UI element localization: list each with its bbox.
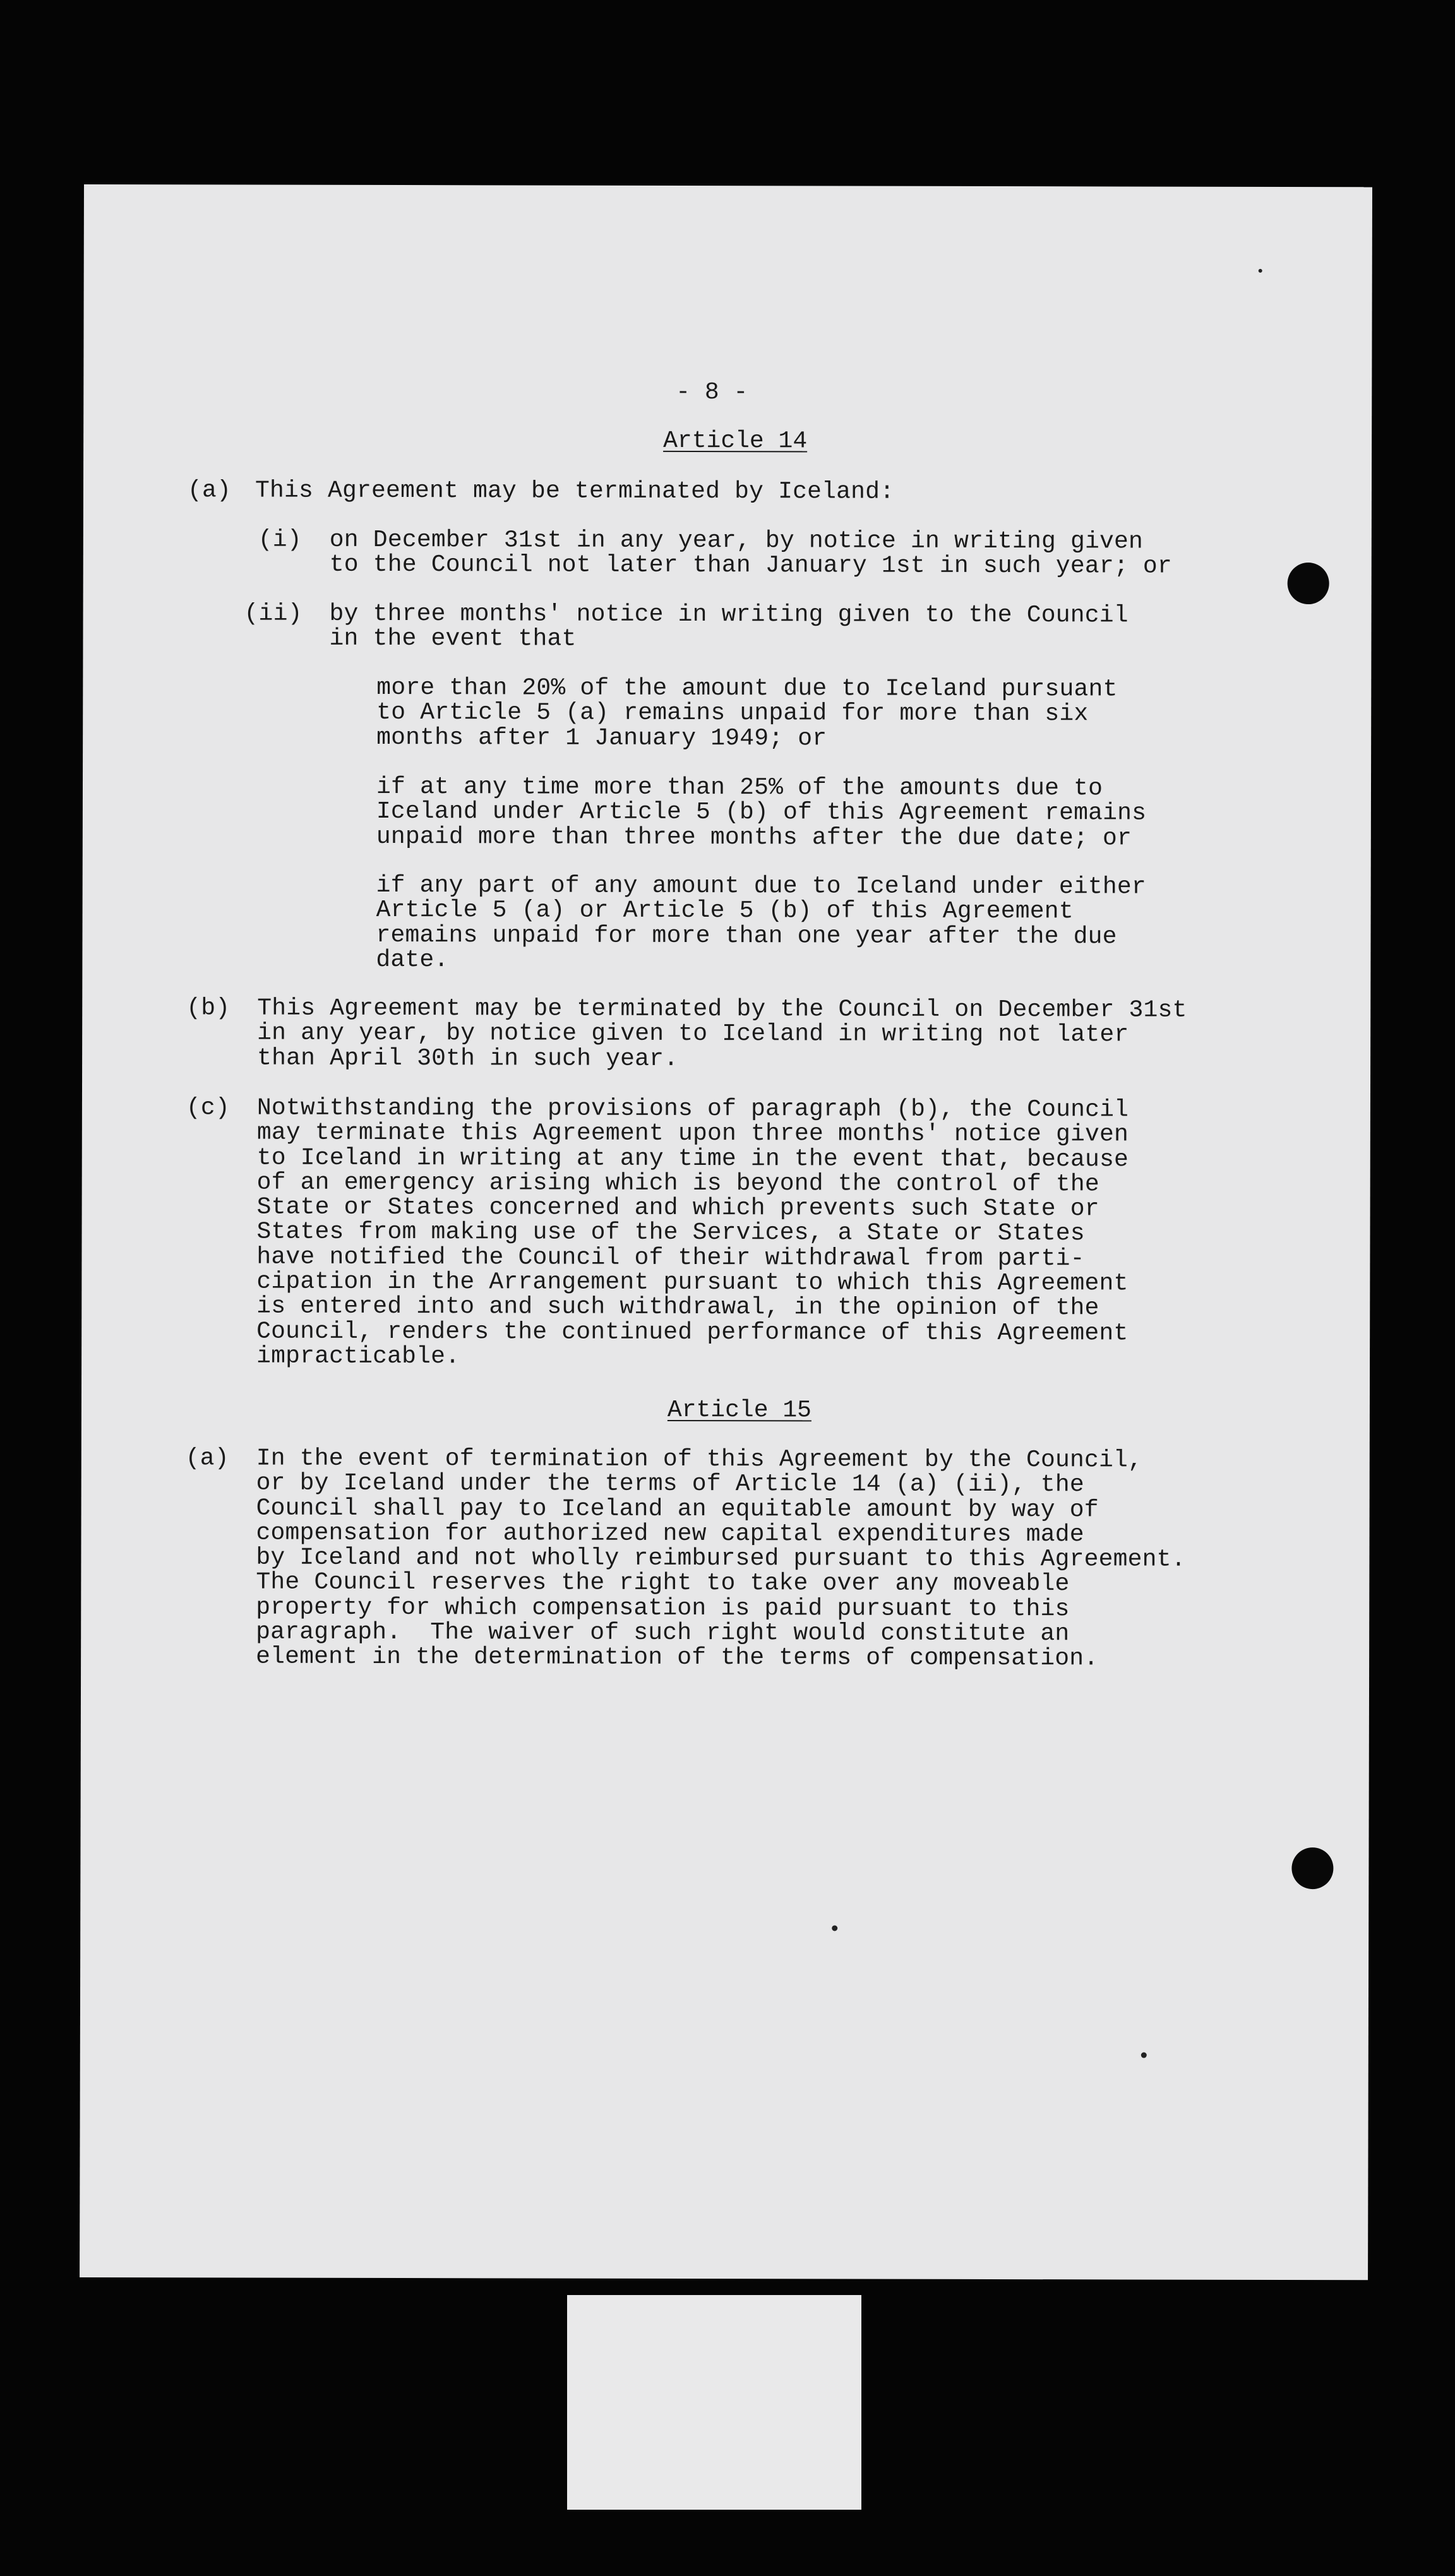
article-14-heading: Article 14 <box>663 427 808 455</box>
article-15-a-text: In the event of termination of this Agreement by the Council, or by Iceland under the terms of Article 14 (a) (ii), the Council shall pay to Iceland an equitable amount by way of compensation for authorized new capital expenditures made by Iceland and not wholly reimbursed pursuant to this Agreement. The Council reserves the right to take over any moveable property for which compensation is paid pursuant to this paragraph. The waiver of such right would constitute an element in the determination of the terms of compensation. <box>256 1445 1186 1673</box>
article-15-a-label: (a) <box>185 1445 229 1472</box>
article-14-b-label: (b) <box>186 994 231 1022</box>
article-14-ii-text: by three months' notice in writing given to the Council in the event that <box>329 600 1129 653</box>
punch-hole-bottom <box>1291 1847 1333 1889</box>
paper-slip <box>567 2295 861 2510</box>
speck <box>1259 269 1262 273</box>
article-14-a-label: (a) <box>187 477 232 504</box>
document-page <box>80 184 1372 2280</box>
article-14-i-text: on December 31st in any year, by notice in writing given to the Council not later than January 1st in such year; or <box>329 526 1172 580</box>
article-14-ii-label: (ii) <box>244 600 302 628</box>
article-14-a-text: This Agreement may be terminated by Iceland: <box>254 477 895 506</box>
article-14-ii-paragraph-1: more than 20% of the amount due to Iceland pursuant to Article 5 (a) remains unpaid for more than six months after 1 January 1949; or <box>376 674 1118 753</box>
article-14-ii-paragraph-2: if at any time more than 25% of the amounts due to Iceland under Article 5 (b) of this Agreement remains unpaid more than three months after the due date; or <box>376 773 1147 852</box>
page-number: - 8 - <box>676 378 748 407</box>
speck <box>832 1925 837 1931</box>
article-14-b-text: This Agreement may be terminated by the Council on December 31st in any year, by notice given to Iceland in writing not later than April 30th in such year. <box>257 994 1187 1073</box>
punch-hole-top <box>1288 563 1329 604</box>
speck <box>1141 2053 1147 2058</box>
article-14-c-label: (c) <box>186 1094 230 1122</box>
article-14-ii-paragraph-3: if any part of any amount due to Iceland under either Article 5 (a) or Article 5 (b) of this Agreement remains unpaid for more than one year after the due date. <box>376 871 1146 974</box>
article-15-heading: Article 15 <box>667 1396 811 1424</box>
article-14-i-label: (i) <box>258 526 302 554</box>
article-14-c-text: Notwithstanding the provisions of paragraph (b), the Council may terminate this Agreement upon three months' notice given to Iceland in writing at any time in the event that, because of an emergency arising which is beyond the control of the State or States concerned and which prevents such State or States from making use of the Services, a State or States have notified the Council of their withdrawal from parti- cipation in the Arrangement pursuant to which this Agreement is entered into and such withdrawal, in the opinion of the Council, renders the continued performance of this Agreement impracticable. <box>256 1094 1129 1371</box>
